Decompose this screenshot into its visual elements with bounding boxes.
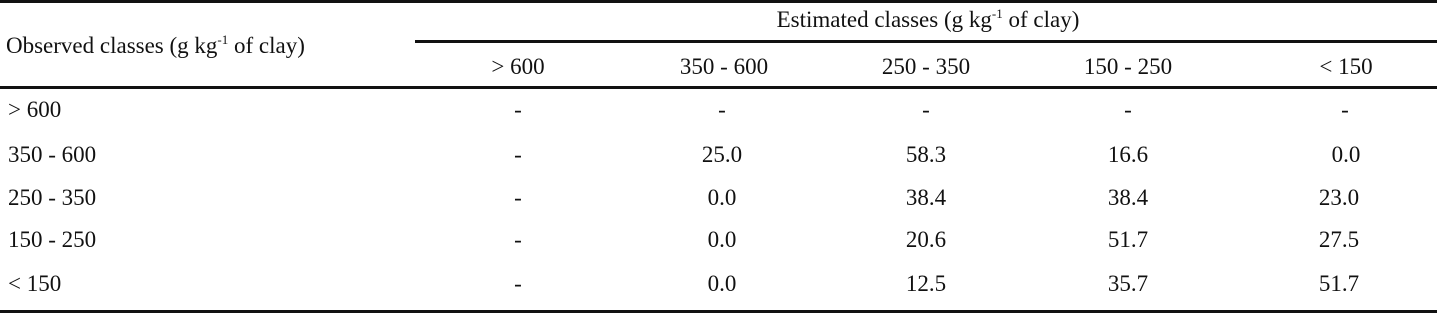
- table-cell: 0.0: [707, 271, 737, 296]
- table-cell: 58.3: [905, 142, 947, 167]
- table-cell: 38.4: [905, 185, 947, 210]
- table-cell: -: [514, 142, 522, 167]
- table-cell: 12.5: [905, 271, 947, 296]
- column-header-lt150: < 150: [1319, 54, 1373, 79]
- column-header-250-350: 250 - 350: [881, 54, 971, 79]
- table-cell: 27.5: [1318, 227, 1360, 252]
- estimated-classes-header: Estimated classes (g $kg^{-1}$ of clay): [776, 6, 1080, 32]
- row-label: 350 - 600: [8, 142, 97, 167]
- table-cell: 35.7: [1107, 271, 1149, 296]
- table-cell: 0.0: [707, 227, 737, 252]
- row-label: > 600: [8, 97, 62, 122]
- column-header-350-600: 350 - 600: [679, 54, 769, 79]
- table-cell: -: [1341, 97, 1349, 122]
- row-label: 250 - 350: [8, 185, 97, 210]
- bottom-rule: [0, 310, 1437, 313]
- row-label: 150 - 250: [8, 227, 97, 252]
- table-cell: 16.6: [1107, 142, 1149, 167]
- column-header-150-250: 150 - 250: [1083, 54, 1173, 79]
- table-cell: 0.0: [1331, 142, 1361, 167]
- table-cell: -: [514, 227, 522, 252]
- table-cell: 20.6: [905, 227, 947, 252]
- table-cell: -: [514, 271, 522, 296]
- table-cell: 25.0: [701, 142, 743, 167]
- column-header-gt600: > 600: [491, 54, 545, 79]
- header-bottom-rule: [0, 86, 1437, 89]
- table-cell: 38.4: [1107, 185, 1149, 210]
- table-cell: 0.0: [707, 185, 737, 210]
- top-rule: [0, 0, 1437, 3]
- row-label: < 150: [8, 271, 62, 296]
- table-cell: 51.7: [1318, 271, 1360, 296]
- observed-classes-header: Observed classes (g $kg^{-1}$ of clay): [6, 32, 305, 58]
- table-cell: -: [514, 185, 522, 210]
- table-cell: -: [1124, 97, 1132, 122]
- table-cell: -: [922, 97, 930, 122]
- estimated-header-rule: [415, 40, 1437, 43]
- table-cell: -: [718, 97, 726, 122]
- table-cell: 51.7: [1107, 227, 1149, 252]
- table-cell: -: [514, 97, 522, 122]
- table-cell: 23.0: [1318, 185, 1360, 210]
